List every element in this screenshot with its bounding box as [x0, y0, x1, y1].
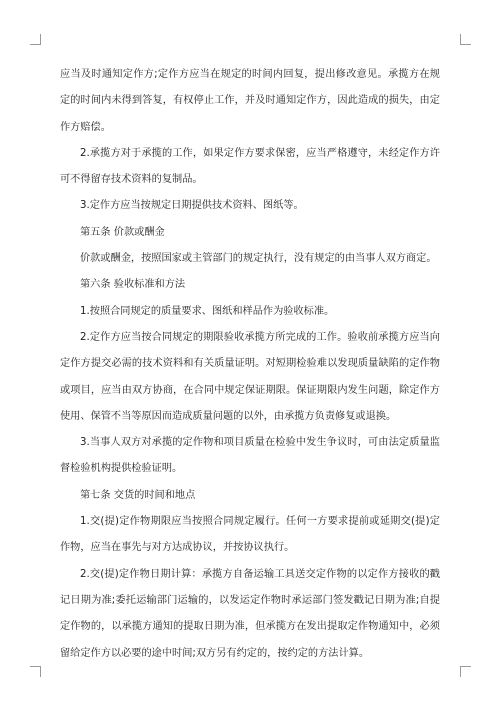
paragraph: 2.定作方应当按合同规定的期限验收承揽方所完成的工作。验收前承揽方应当向定作方提交必需的技术资料和有关质量证明。对短期检验难以发现质量缺陷的定作物或项目，应当由双方协商，在合同中规定保证期限。保证期限内发生问题，除定作方使用、保管不当等原因而造成质量问题的以外，由承揽方负责修复或退换。: [60, 331, 440, 422]
paragraph: 3.当事人双方对承揽的定作物和项目质量在检验中发生争议时，可由法定质量监督检验机构提供检验证明。: [60, 437, 440, 475]
paragraph: 3.定作方应当按规定日期提供技术资料、图纸等。: [80, 200, 304, 212]
paragraph: 价款或酬金，按照国家或主管部门的规定执行，没有规定的由当事人双方商定。: [80, 253, 437, 265]
page-corner-mark-top-left: [30, 34, 41, 45]
document-body: [60, 62, 440, 667]
paragraph: 2.承揽方对于承揽的工作，如果定作方要求保密，应当严格遵守，未经定作方许可不得留存技术资料的复制品。: [60, 147, 440, 186]
paragraph: 应当及时通知定作方;定作方应当在规定的时间内回复，提出修改意见。承揽方在规定的时间内未得到答复，有权停止工作，并及时通知定作方，因此造成的损失，由定作方赔偿。: [60, 69, 440, 133]
page-corner-mark-bottom-right: [460, 666, 471, 677]
page-corner-mark-bottom-left: [30, 666, 41, 677]
section-heading: 第五条 价款或酬金: [80, 226, 165, 238]
paragraph: 1.按照合同规定的质量要求、图纸和样品作为验收标准。: [80, 305, 335, 317]
page-corner-mark-top-right: [460, 34, 471, 45]
section-heading: 第六条 验收标准和方法: [80, 279, 186, 291]
paragraph: 2.交(提)定作物日期计算：承揽方自备运输工具送交定作物的以定作方接收的戳记日期为准;委托运输部门运输的，以发运定作物时承运部门签发戳记日期为准;自提定作物的，以承揽方通知的提取日期为准，但承揽方在发出提取定作物通知中，必须留给定作方以必要的途中时间;双方另有约定的，按约定的方法计算。: [60, 568, 440, 659]
paragraph: 1.交(提)定作物期限应当按照合同规定履行。任何一方要求提前或延期交(提)定作物，应当在事先与对方达成协议，并按协议执行。: [60, 516, 440, 554]
section-heading: 第七条 交货的时间和地点: [80, 489, 196, 501]
